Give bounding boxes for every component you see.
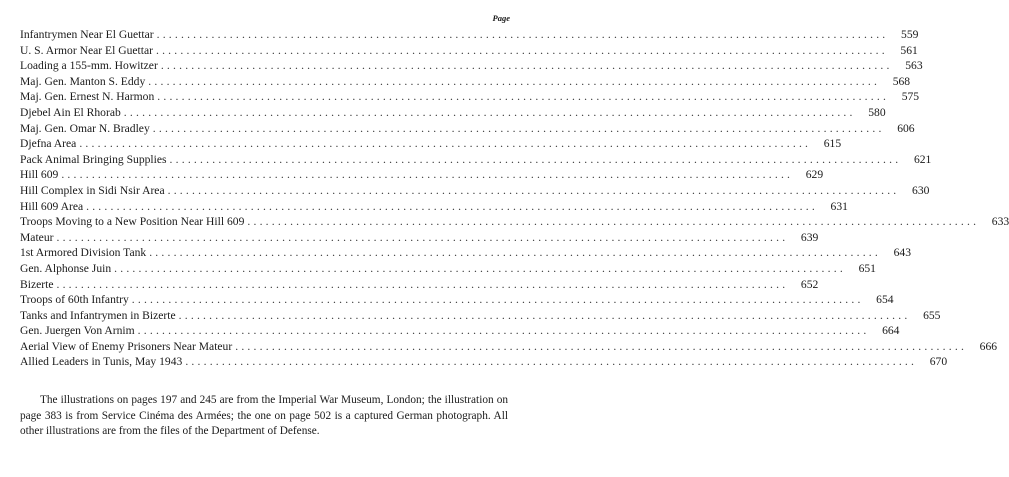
dot-leader: ........................................................................................................................ bbox=[155, 43, 888, 57]
dot-leader: ........................................................................................................................ bbox=[79, 137, 812, 151]
dot-leader: ........................................................................................................................ bbox=[123, 105, 856, 119]
dot-leader: ........................................................................................................................ bbox=[148, 74, 881, 88]
list-entry bbox=[20, 323, 900, 339]
entry-page-number: 639 bbox=[800, 230, 819, 244]
dot-leader: ........................................................................................................................ bbox=[156, 28, 889, 41]
entry-page-number: 568 bbox=[892, 74, 911, 88]
dot-leader: ........................................................................................................................ bbox=[149, 246, 881, 260]
list-entry bbox=[20, 261, 876, 277]
dot-leader: ........................................................................................................................ bbox=[235, 339, 968, 353]
dot-leader: ........................................................................................................................ bbox=[86, 199, 818, 213]
dot-leader: ........................................................................................................................ bbox=[131, 293, 864, 307]
list-entry bbox=[20, 74, 911, 90]
dot-leader: ........................................................................................................................ bbox=[56, 230, 789, 244]
entry-title: Mateur bbox=[20, 230, 54, 244]
dot-leader: ........................................................................................................................ bbox=[61, 168, 794, 182]
list-entry bbox=[20, 58, 923, 74]
entry-title: Bizerte bbox=[20, 277, 54, 291]
entry-page-number: 631 bbox=[830, 199, 848, 213]
dot-leader: ........................................................................................................................ bbox=[56, 277, 789, 291]
entry-title: Maj. Gen. Omar N. Bradley bbox=[20, 121, 150, 135]
entry-title: Allied Leaders in Tunis, May 1943 bbox=[20, 355, 183, 369]
list-entry bbox=[20, 27, 919, 43]
list-entry bbox=[20, 277, 819, 293]
entry-title: Troops Moving to a New Position Near Hill 609 bbox=[20, 215, 245, 229]
dot-leader: ........................................................................................................................ bbox=[160, 59, 893, 73]
list-entry bbox=[20, 230, 819, 246]
entry-page-number: 580 bbox=[868, 105, 886, 119]
illustration-credits-note: The illustrations on pages 197 and 245 are from the Imperial War Museum, London; the illustration on page 383 is from Service Cinéma des Armées; the one on page 502 is a captured German photograph. All other illustrations are from the files of the Department of Defense. bbox=[20, 394, 508, 437]
entry-title: U. S. Armor Near El Guettar bbox=[20, 43, 153, 57]
list-entry bbox=[20, 183, 930, 199]
list-entry bbox=[20, 339, 998, 355]
entry-title: Maj. Gen. Ernest N. Harmon bbox=[20, 90, 155, 104]
entry-title: Hill 609 Area bbox=[20, 199, 84, 213]
entry-page-number: 621 bbox=[913, 152, 932, 166]
entry-page-number: 629 bbox=[805, 168, 824, 182]
entry-title: Infantrymen Near El Guettar bbox=[20, 28, 154, 41]
entry-page-number: 561 bbox=[900, 43, 918, 57]
entry-title: Djefna Area bbox=[20, 137, 77, 151]
list-entry bbox=[20, 89, 920, 105]
dot-leader: ........................................................................................................................ bbox=[178, 308, 911, 322]
entry-title: Hill 609 bbox=[20, 168, 59, 182]
entry-title: Maj. Gen. Manton S. Eddy bbox=[20, 74, 146, 88]
entry-page-number: 559 bbox=[901, 28, 919, 41]
list-entry bbox=[20, 354, 948, 370]
list-entry bbox=[20, 199, 848, 215]
entry-page-number: 654 bbox=[876, 293, 894, 307]
illustrations-list bbox=[20, 27, 1009, 370]
dot-leader: ........................................................................................................................ bbox=[152, 121, 885, 135]
dot-leader: ........................................................................................................................ bbox=[169, 152, 902, 166]
dot-leader: ........................................................................................................................ bbox=[114, 261, 846, 275]
list-entry bbox=[20, 167, 824, 183]
list-entry bbox=[20, 105, 886, 121]
entry-title: Pack Animal Bringing Supplies bbox=[20, 152, 167, 166]
list-entry bbox=[20, 121, 915, 137]
dot-leader: ........................................................................................................................ bbox=[247, 215, 980, 229]
entry-title: Hill Complex in Sidi Nsir Area bbox=[20, 183, 165, 197]
entry-title: Gen. Alphonse Juin bbox=[20, 261, 112, 275]
dot-leader: ........................................................................................................................ bbox=[185, 355, 918, 369]
entry-title: Djebel Ain El Rhorab bbox=[20, 105, 121, 119]
list-entry bbox=[20, 43, 918, 59]
entry-page-number: 670 bbox=[929, 355, 948, 369]
entry-page-number: 606 bbox=[897, 121, 915, 135]
entry-title: Aerial View of Enemy Prisoners Near Mateur bbox=[20, 339, 233, 353]
entry-title: Troops of 60th Infantry bbox=[20, 293, 129, 307]
list-entry bbox=[20, 136, 842, 152]
entry-page-number: 630 bbox=[912, 183, 930, 197]
entry-page-number: 666 bbox=[979, 339, 998, 353]
entry-page-number: 655 bbox=[923, 308, 941, 322]
entry-page-number: 563 bbox=[905, 59, 923, 73]
entry-page-number: 651 bbox=[858, 261, 876, 275]
entry-page-number: 664 bbox=[882, 324, 900, 338]
list-entry bbox=[20, 152, 932, 168]
entry-page-number: 575 bbox=[901, 90, 920, 104]
entry-title: Loading a 155-mm. Howitzer bbox=[20, 59, 158, 73]
entry-title: Gen. Juergen Von Arnim bbox=[20, 324, 135, 338]
list-entry bbox=[20, 214, 1009, 230]
list-entry bbox=[20, 308, 941, 324]
entry-page-number: 615 bbox=[823, 137, 842, 151]
dot-leader: ........................................................................................................................ bbox=[167, 183, 900, 197]
entry-title: Tanks and Infantrymen in Bizerte bbox=[20, 308, 176, 322]
page-column-header: Page bbox=[492, 13, 510, 23]
entry-page-number: 652 bbox=[800, 277, 819, 291]
entry-page-number: 633 bbox=[991, 215, 1009, 229]
list-entry bbox=[20, 292, 894, 308]
entry-page-number: 643 bbox=[893, 246, 911, 260]
entry-title: 1st Armored Division Tank bbox=[20, 246, 147, 260]
dot-leader: ........................................................................................................................ bbox=[157, 90, 890, 104]
dot-leader: ........................................................................................................................ bbox=[137, 324, 870, 338]
list-entry bbox=[20, 245, 911, 261]
